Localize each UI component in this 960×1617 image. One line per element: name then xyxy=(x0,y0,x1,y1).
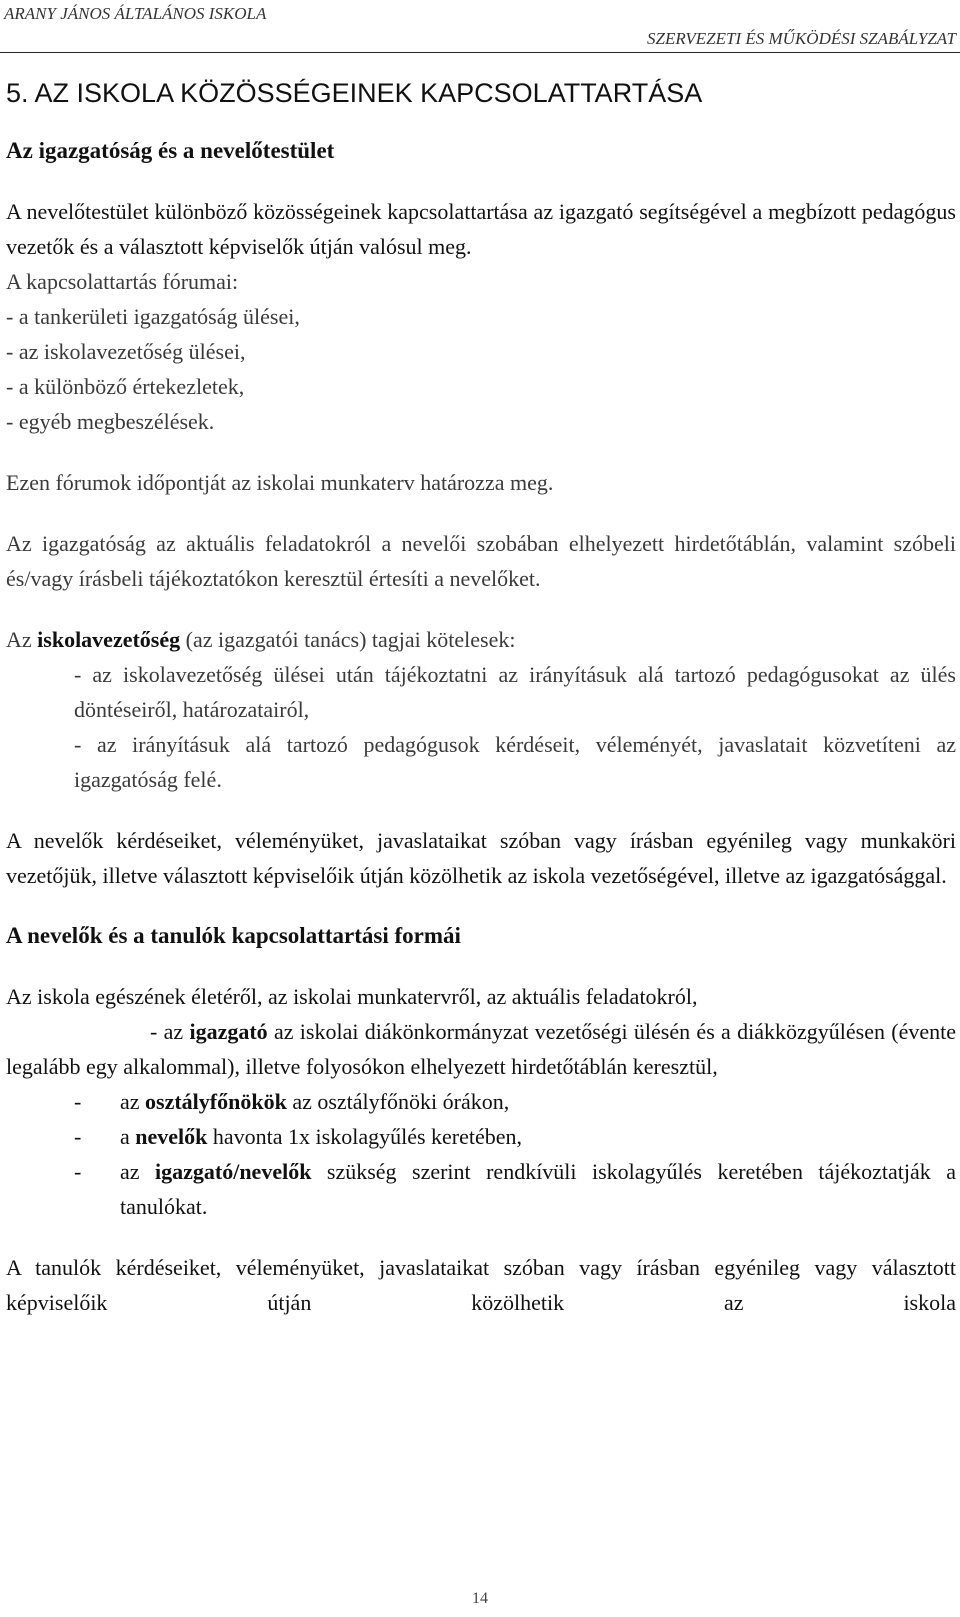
header-school-name: ARANY JÁNOS ÁLTALÁNOS ISKOLA xyxy=(4,4,267,23)
list-item: - az iskolavezetőség ülései, xyxy=(6,339,246,364)
section-title: 5. AZ ISKOLA KÖZÖSSÉGEINEK KAPCSOLATTARTÁSA xyxy=(6,78,703,108)
students-intro: Az iskola egészének életéről, az iskolai munkatervről, az aktuális feladatokról, xyxy=(6,984,698,1009)
paragraph-forum-dates: Ezen fórumok időpontját az iskolai munkaterv határozza meg. xyxy=(6,470,554,495)
list-item: - a tankerületi igazgatóság ülései, xyxy=(6,304,300,329)
page-number: 14 xyxy=(472,1590,488,1607)
duties-lead: Az iskolavezetőség (az igazgatói tanács) tagjai kötelesek: xyxy=(6,627,516,652)
forums-list xyxy=(6,299,956,439)
subsection-title-teachers-students: A nevelők és a tanulók kapcsolattartási formái xyxy=(6,923,461,948)
list-item: - a különböző értekezletek, xyxy=(6,374,245,399)
list-item-director: - az igazgató az iskolai diákönkormányzat vezetőségi ülésén és a diákközgyűlésen (évente legalább egy alkalommal), illetve folyosókon elhelyezett hirdetőtáblán keresztül, xyxy=(6,1019,956,1079)
list-item: - az igazgató/nevelők szükség szerint rendkívüli iskolagyűlés keretében tájékoztatják a tanulókat. xyxy=(74,1159,957,1219)
list-item: - a nevelők havonta 1x iskolagyűlés keretében, xyxy=(74,1124,523,1149)
list-item: - az irányításuk alá tartozó pedagógusok kérdéseit, véleményét, javaslatait közvetíteni az igazgatóság felé. xyxy=(74,732,956,792)
paragraph-communication: A nevelőtestület különböző közösségeinek kapcsolattartása az igazgató segítségével a megbízott pedagógus vezetők és a választott képviselők útján valósul meg. xyxy=(6,199,956,259)
paragraph-notice-board: Az igazgatóság az aktuális feladatokról a nevelői szobában elhelyezett hirdetőtáblán, valamint szóbeli és/vagy írásbeli tájékoztatókon keresztül értesíti a nevelőket. xyxy=(6,531,956,591)
students-info-list xyxy=(6,1084,956,1224)
document-body xyxy=(6,72,956,1346)
page-header xyxy=(0,0,960,53)
list-item: - az osztályfőnökök az osztályfőnöki órákon, xyxy=(74,1089,510,1114)
paragraph-student-questions: A tanulók kérdéseiket, véleményüket, javaslataikat szóban vagy írásban egyénileg vagy választott képviselőik útján közölhetik az iskola xyxy=(6,1255,956,1315)
forums-intro: A kapcsolattartás fórumai: xyxy=(6,269,239,294)
paragraph-teacher-questions: A nevelők kérdéseiket, véleményüket, javaslataikat szóban vagy írásban egyénileg vagy munkaköri vezetőjük, illetve választott képviselőik útján közölhetik az iskola vezetőségével, illetve az igazgatósággal. xyxy=(6,828,956,888)
subsection-title-management: Az igazgatóság és a nevelőtestület xyxy=(6,138,335,163)
header-document-title: SZERVEZETI ÉS MŰKÖDÉSI SZABÁLYZAT xyxy=(647,29,956,48)
list-item: - az iskolavezetőség ülései után tájékoztatni az irányításuk alá tartozó pedagógusokat az ülés döntéseiről, határozatairól, xyxy=(74,662,956,722)
duties-list xyxy=(6,657,956,797)
list-item: - egyéb megbeszélések. xyxy=(6,409,215,434)
